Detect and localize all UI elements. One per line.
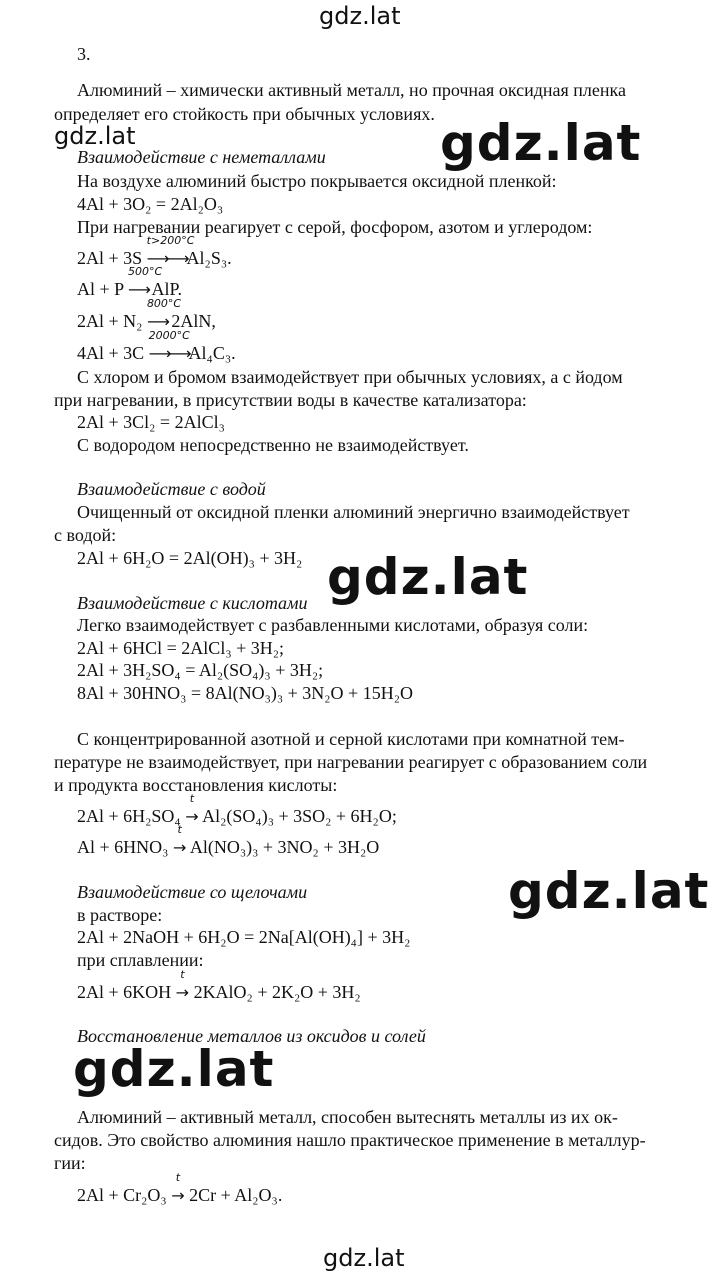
arrow-condition: t: [175, 1171, 181, 1184]
equation-left: Al + 6HNO₃: [77, 837, 169, 857]
equation-left: 2Al + 3S: [77, 248, 143, 268]
equation: 2Al + 2NaOH + 6H₂O = 2Na[Al(OH)₄] + 3H₂: [77, 927, 411, 947]
paragraph-line: На воздухе алюминий быстро покрывается оксидной пленкой:: [77, 171, 557, 191]
equation-left: 2Al + N₂: [77, 311, 143, 331]
equation-right: AlP.: [151, 279, 182, 299]
equation-right: Al(NO₃)₃ + 3NO₂ + 3H₂O: [189, 837, 380, 857]
paragraph-line: С водородом непосредственно не взаимодействует.: [77, 435, 469, 455]
paragraph-line: Легко взаимодействует с разбавленными кислотами, образуя соли:: [77, 615, 589, 635]
task-number: 3.: [77, 44, 91, 64]
equation: [77, 968, 361, 1004]
reaction-arrow: [171, 1171, 185, 1207]
equation: 2Al + 3H₂SO₄ = Al₂(SO₄)₃ + 3H₂;: [77, 660, 324, 680]
arrow-condition: t: [189, 792, 195, 805]
paragraph-line: пературе не взаимодействует, при нагревании реагирует с образованием соли: [54, 752, 648, 772]
paragraph-line: Алюминий – активный металл, способен вытеснять металлы из их ок-: [77, 1107, 618, 1127]
paragraph-line: с водой:: [54, 525, 117, 545]
watermark-left-small: gdz.lat: [54, 122, 136, 150]
watermark-bottom: gdz.lat: [323, 1244, 405, 1272]
arrow-icon: →: [172, 838, 187, 857]
equation: [77, 792, 397, 828]
paragraph-line: и продукта восстановления кислоты:: [54, 775, 338, 795]
arrow-icon: →: [185, 807, 199, 826]
arrow-condition: t: [177, 823, 182, 836]
paragraph-line: в растворе:: [77, 905, 163, 925]
reaction-arrow: [148, 329, 190, 365]
section-heading: Взаимодействие со щелочами: [77, 882, 308, 902]
equation: 4Al + 3O₂ = 2Al₂O₃: [77, 194, 224, 214]
arrow-icon: →: [171, 1186, 185, 1205]
paragraph-line: Алюминий – химически активный металл, но прочная оксидная пленка: [77, 80, 626, 100]
equation: 2Al + 3Cl₂ = 2AlCl₃: [77, 412, 225, 432]
equation-left: 2Al + 6KOH: [77, 982, 172, 1002]
paragraph-line: определяет его стойкость при обычных условиях.: [54, 104, 435, 124]
arrow-icon: ⟶: [148, 344, 169, 363]
equation: 2Al + 6HCl = 2AlCl₃ + 3H₂;: [77, 638, 285, 658]
equation: [77, 329, 236, 365]
paragraph-line: при нагревании, в присутствии воды в качестве катализатора:: [54, 390, 527, 410]
reaction-arrow: [185, 792, 199, 828]
reaction-arrow: [172, 823, 187, 859]
equation-left: 4Al + 3C: [77, 343, 145, 363]
arrow-condition: 500°C: [128, 265, 163, 278]
paragraph-line: Очищенный от оксидной пленки алюминий энергично взаимодействует: [77, 502, 630, 522]
reaction-arrow: [128, 265, 163, 301]
watermark-big: gdz.lat: [440, 114, 642, 172]
arrow-icon: ⟶: [168, 344, 189, 363]
arrow-condition: t: [180, 968, 185, 981]
section-heading: Восстановление металлов из оксидов и солей: [77, 1026, 426, 1046]
paragraph-line: С концентрированной азотной и серной кислотами при комнатной тем-: [77, 729, 625, 749]
arrow-icon: ⟶: [166, 249, 187, 268]
section-heading: Взаимодействие с кислотами: [77, 593, 308, 613]
arrow-icon: →: [175, 983, 190, 1002]
equation-right: Al₂(SO₄)₃ + 3SO₂ + 6H₂O;: [202, 806, 397, 826]
equation-left: 2Al + 6H₂SO₄: [77, 806, 181, 826]
section-heading: Взаимодействие с водой: [77, 479, 266, 499]
equation-left: 2Al + Cr₂O₃: [77, 1185, 167, 1205]
paragraph-line: сидов. Это свойство алюминия нашло практическое применение в металлур-: [54, 1130, 646, 1150]
paragraph-line: гии:: [54, 1153, 86, 1173]
equation-right: 2Cr + Al₂O₃.: [189, 1185, 283, 1205]
equation-right: 2AlN,: [171, 311, 216, 331]
watermark-top: gdz.lat: [319, 2, 401, 30]
watermark-big: gdz.lat: [327, 548, 529, 606]
reaction-arrow: [175, 968, 190, 1004]
paragraph-line: при сплавлении:: [77, 950, 204, 970]
equation-right: Al₂S₃.: [186, 248, 232, 268]
equation-left: Al + P: [77, 279, 124, 299]
arrow-icon: ⟶: [146, 249, 167, 268]
equation: 8Al + 30HNO₃ = 8Al(NO₃)₃ + 3N₂O + 15H₂O: [77, 683, 413, 703]
equation: 2Al + 6H₂O = 2Al(OH)₃ + 3H₂: [77, 548, 303, 568]
arrow-condition: t>200°C: [146, 234, 195, 247]
paragraph-line: С хлором и бромом взаимодействует при обычных условиях, а с йодом: [77, 367, 623, 387]
arrow-icon: ⟶: [146, 312, 167, 331]
equation: [77, 1171, 283, 1207]
arrow-condition: 2000°C: [148, 329, 190, 342]
watermark-big: gdz.lat: [73, 1040, 275, 1098]
equation: [77, 823, 380, 859]
arrow-icon: ⟶: [128, 280, 148, 299]
paragraph-line: При нагревании реагирует с серой, фосфором, азотом и углеродом:: [77, 217, 593, 237]
watermark-big: gdz.lat: [508, 862, 710, 920]
section-heading: Взаимодействие с неметаллами: [77, 147, 326, 167]
equation-right: 2KAlO₂ + 2K₂O + 3H₂: [193, 982, 361, 1002]
equation-right: Al₄C₃.: [188, 343, 236, 363]
equation: [77, 297, 216, 333]
arrow-condition: 800°C: [146, 297, 182, 310]
